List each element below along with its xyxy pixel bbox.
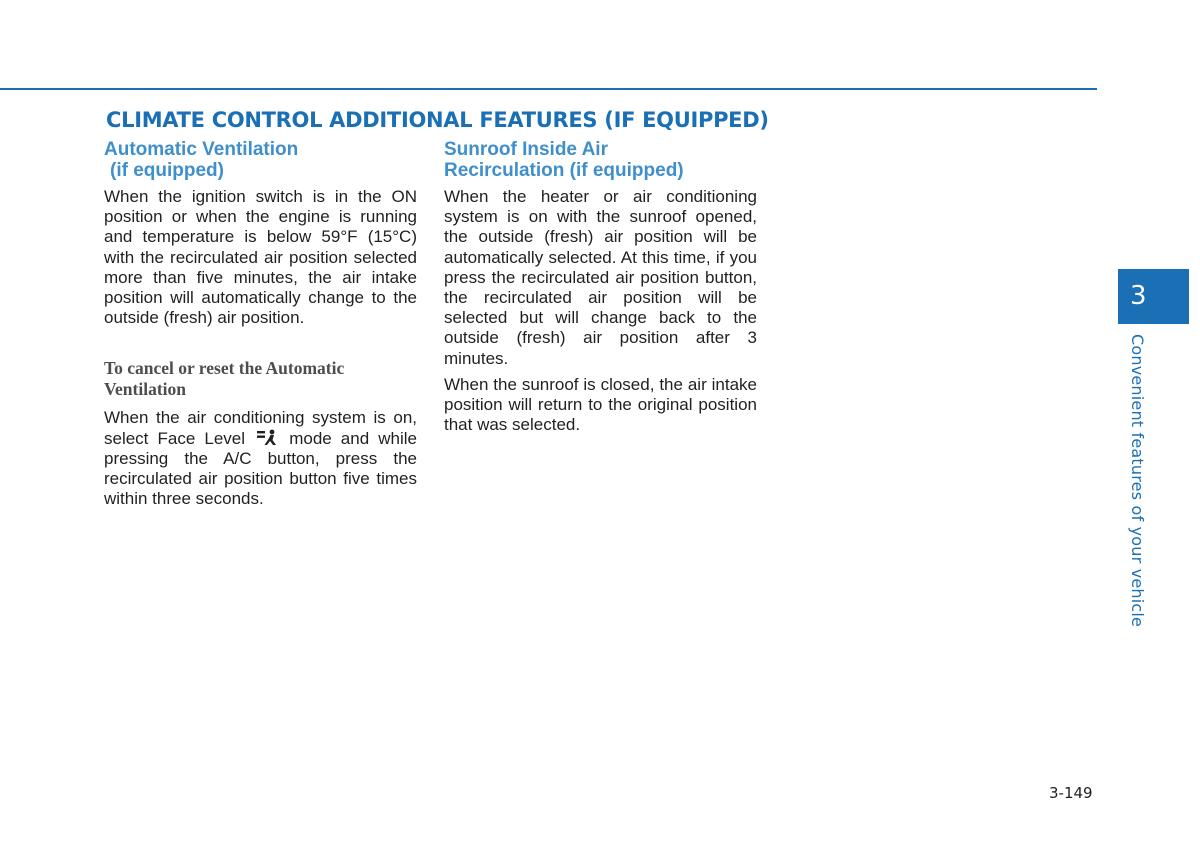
- section-title: CLIMATE CONTROL ADDITIONAL FEATURES (IF EQUIPPED): [106, 108, 769, 132]
- header-rule: [0, 88, 1097, 90]
- left-column: [104, 139, 417, 509]
- chapter-tab: 3: [1118, 269, 1189, 324]
- cancel-reset-subheading: To cancel or reset the Automatic Ventilation: [104, 358, 345, 400]
- paragraph-text-after-icon: mode and while pressing the A/C button, press the recirculated air position button five times within three seconds.: [104, 428, 417, 509]
- sunroof-recirculation-heading: [444, 139, 757, 181]
- sunroof-paragraph-2: When the sunroof is closed, the air intake position will return to the original position that was selected.: [444, 374, 757, 435]
- right-column: [444, 139, 757, 435]
- automatic-ventilation-heading: [104, 139, 417, 181]
- page-number: 3-149: [1049, 784, 1093, 802]
- paragraph-text-before-icon: When the air conditioning system is on, select Face Level: [104, 408, 417, 448]
- heading-line-1: Automatic Ventilation: [104, 139, 299, 160]
- heading-line-1: Sunroof Inside Air: [444, 139, 608, 160]
- automatic-ventilation-paragraph: When the ignition switch is in the ON position or when the engine is running and temperature is below 59°F (15°C) with the recirculated air position selected more than five minutes, the air intake position will automatically change to the outside (fresh) air position.: [104, 187, 417, 328]
- heading-line-2: Recirculation (if equipped): [444, 160, 684, 181]
- heading-line-2: (if equipped): [110, 160, 224, 181]
- sunroof-paragraph-1: When the heater or air conditioning system is on with the sunroof opened, the outside (fresh) air position will be automatically selected. At this time, if you press the recirculated air position button, the recirculated air position will be selected but will change back to the outside (fresh) air position after 3 minutes.: [444, 187, 757, 368]
- face-level-mode-icon: [256, 429, 278, 446]
- chapter-side-label: Convenient features of your vehicle: [1128, 334, 1147, 628]
- cancel-reset-paragraph: [104, 408, 417, 509]
